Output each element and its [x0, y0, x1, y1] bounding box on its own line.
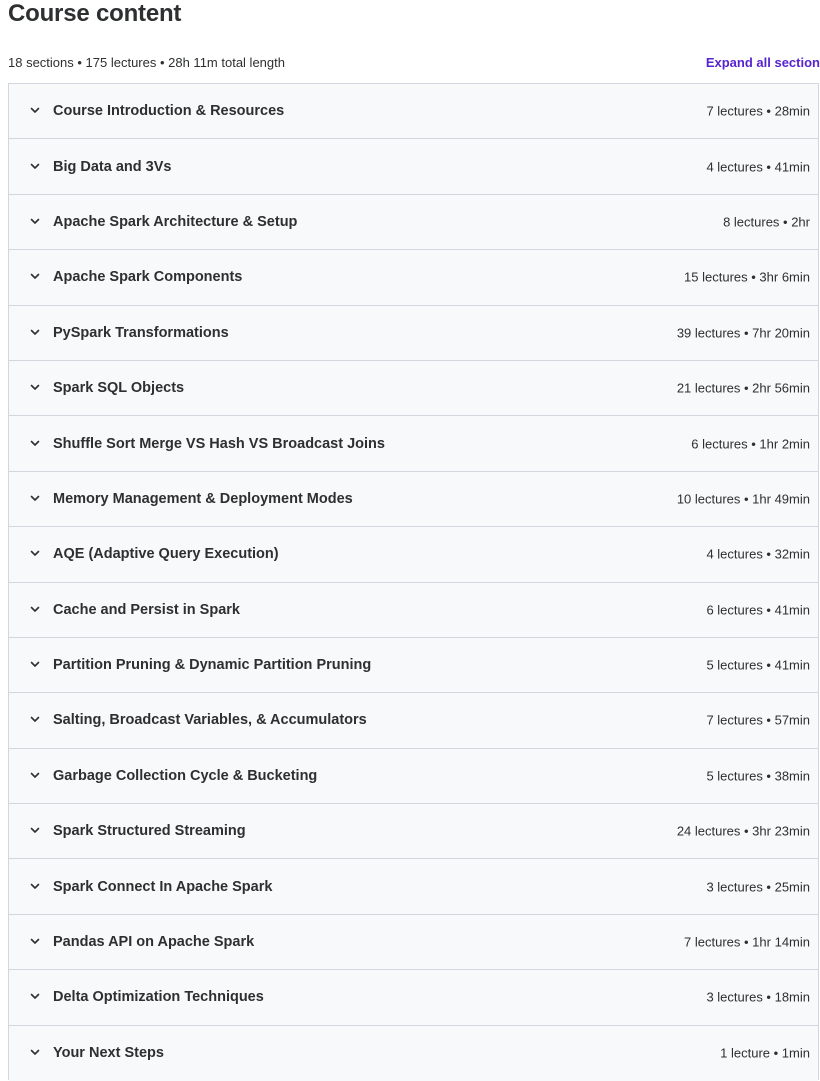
course-section[interactable] [9, 472, 818, 527]
course-section[interactable] [9, 306, 818, 361]
section-lecture-count: 7 lectures • 57min [706, 712, 810, 728]
section-lecture-count: 5 lectures • 41min [706, 657, 810, 673]
chevron-down-icon[interactable] [29, 215, 41, 227]
course-section[interactable] [9, 416, 818, 471]
section-lecture-count: 4 lectures • 32min [706, 546, 810, 562]
chevron-down-icon[interactable] [29, 658, 41, 670]
section-lecture-count: 21 lectures • 2hr 56min [676, 380, 810, 396]
section-title: PySpark Transformations [53, 324, 229, 341]
course-section[interactable] [9, 527, 818, 582]
chevron-down-icon[interactable] [29, 769, 41, 781]
course-section[interactable] [9, 970, 818, 1025]
chevron-down-icon[interactable] [29, 880, 41, 892]
section-title: Spark Connect In Apache Spark [53, 878, 273, 895]
section-title: Garbage Collection Cycle & Bucketing [53, 767, 318, 784]
chevron-down-icon[interactable] [29, 326, 41, 338]
section-lecture-count: 3 lectures • 25min [706, 879, 810, 895]
course-sections-accordion [8, 83, 819, 1080]
course-section[interactable] [9, 361, 818, 416]
section-lecture-count: 6 lectures • 41min [706, 602, 810, 618]
chevron-down-icon[interactable] [29, 713, 41, 725]
course-section[interactable] [9, 1026, 818, 1081]
chevron-down-icon[interactable] [29, 160, 41, 172]
chevron-down-icon[interactable] [29, 603, 41, 615]
chevron-down-icon[interactable] [29, 381, 41, 393]
page-title: Course content [8, 0, 182, 27]
section-title: AQE (Adaptive Query Execution) [53, 546, 279, 563]
section-lecture-count: 15 lectures • 3hr 6min [684, 269, 810, 285]
section-title: Shuffle Sort Merge VS Hash VS Broadcast Joins [53, 435, 385, 452]
chevron-down-icon[interactable] [29, 270, 41, 282]
chevron-down-icon[interactable] [29, 547, 41, 559]
section-lecture-count: 7 lectures • 28min [706, 103, 810, 119]
section-lecture-count: 3 lectures • 18min [706, 989, 810, 1005]
section-lecture-count: 6 lectures • 1hr 2min [691, 436, 810, 452]
course-section[interactable] [9, 250, 818, 305]
section-title: Spark SQL Objects [53, 380, 185, 397]
chevron-down-icon[interactable] [29, 437, 41, 449]
section-title: Apache Spark Components [53, 269, 243, 286]
section-title: Delta Optimization Techniques [53, 989, 264, 1006]
chevron-down-icon[interactable] [29, 1046, 41, 1058]
section-title: Pandas API on Apache Spark [53, 934, 255, 951]
expand-all-sections-button[interactable]: Expand all section [705, 55, 820, 70]
section-title: Big Data and 3Vs [53, 158, 172, 175]
section-lecture-count: 24 lectures • 3hr 23min [676, 823, 810, 839]
section-lecture-count: 7 lectures • 1hr 14min [684, 934, 810, 950]
section-title: Partition Pruning & Dynamic Partition Pruning [53, 657, 372, 674]
course-summary: 18 sections • 175 lectures • 28h 11m total length [8, 55, 285, 70]
section-lecture-count: 10 lectures • 1hr 49min [676, 491, 810, 507]
course-section[interactable] [9, 139, 818, 194]
section-lecture-count: 4 lectures • 41min [706, 159, 810, 175]
course-section[interactable] [9, 638, 818, 693]
section-title: Course Introduction & Resources [53, 103, 285, 120]
section-title: Your Next Steps [53, 1045, 164, 1062]
chevron-down-icon[interactable] [29, 935, 41, 947]
section-lecture-count: 1 lecture • 1min [720, 1045, 810, 1061]
course-section[interactable] [9, 859, 818, 914]
course-section[interactable] [9, 583, 818, 638]
chevron-down-icon[interactable] [29, 824, 41, 836]
course-section[interactable] [9, 749, 818, 804]
section-lecture-count: 8 lectures • 2hr [723, 214, 810, 230]
chevron-down-icon[interactable] [29, 104, 41, 116]
chevron-down-icon[interactable] [29, 492, 41, 504]
course-section[interactable] [9, 915, 818, 970]
course-section[interactable] [9, 804, 818, 859]
course-section[interactable] [9, 693, 818, 748]
section-title: Memory Management & Deployment Modes [53, 490, 353, 507]
section-title: Cache and Persist in Spark [53, 601, 240, 618]
section-title: Apache Spark Architecture & Setup [53, 213, 298, 230]
course-section[interactable] [9, 195, 818, 250]
section-title: Salting, Broadcast Variables, & Accumulators [53, 712, 367, 729]
course-section[interactable] [9, 84, 818, 139]
course-summary-row [8, 53, 820, 73]
section-title: Spark Structured Streaming [53, 823, 246, 840]
section-lecture-count: 39 lectures • 7hr 20min [676, 325, 810, 341]
chevron-down-icon[interactable] [29, 990, 41, 1002]
section-lecture-count: 5 lectures • 38min [706, 768, 810, 784]
